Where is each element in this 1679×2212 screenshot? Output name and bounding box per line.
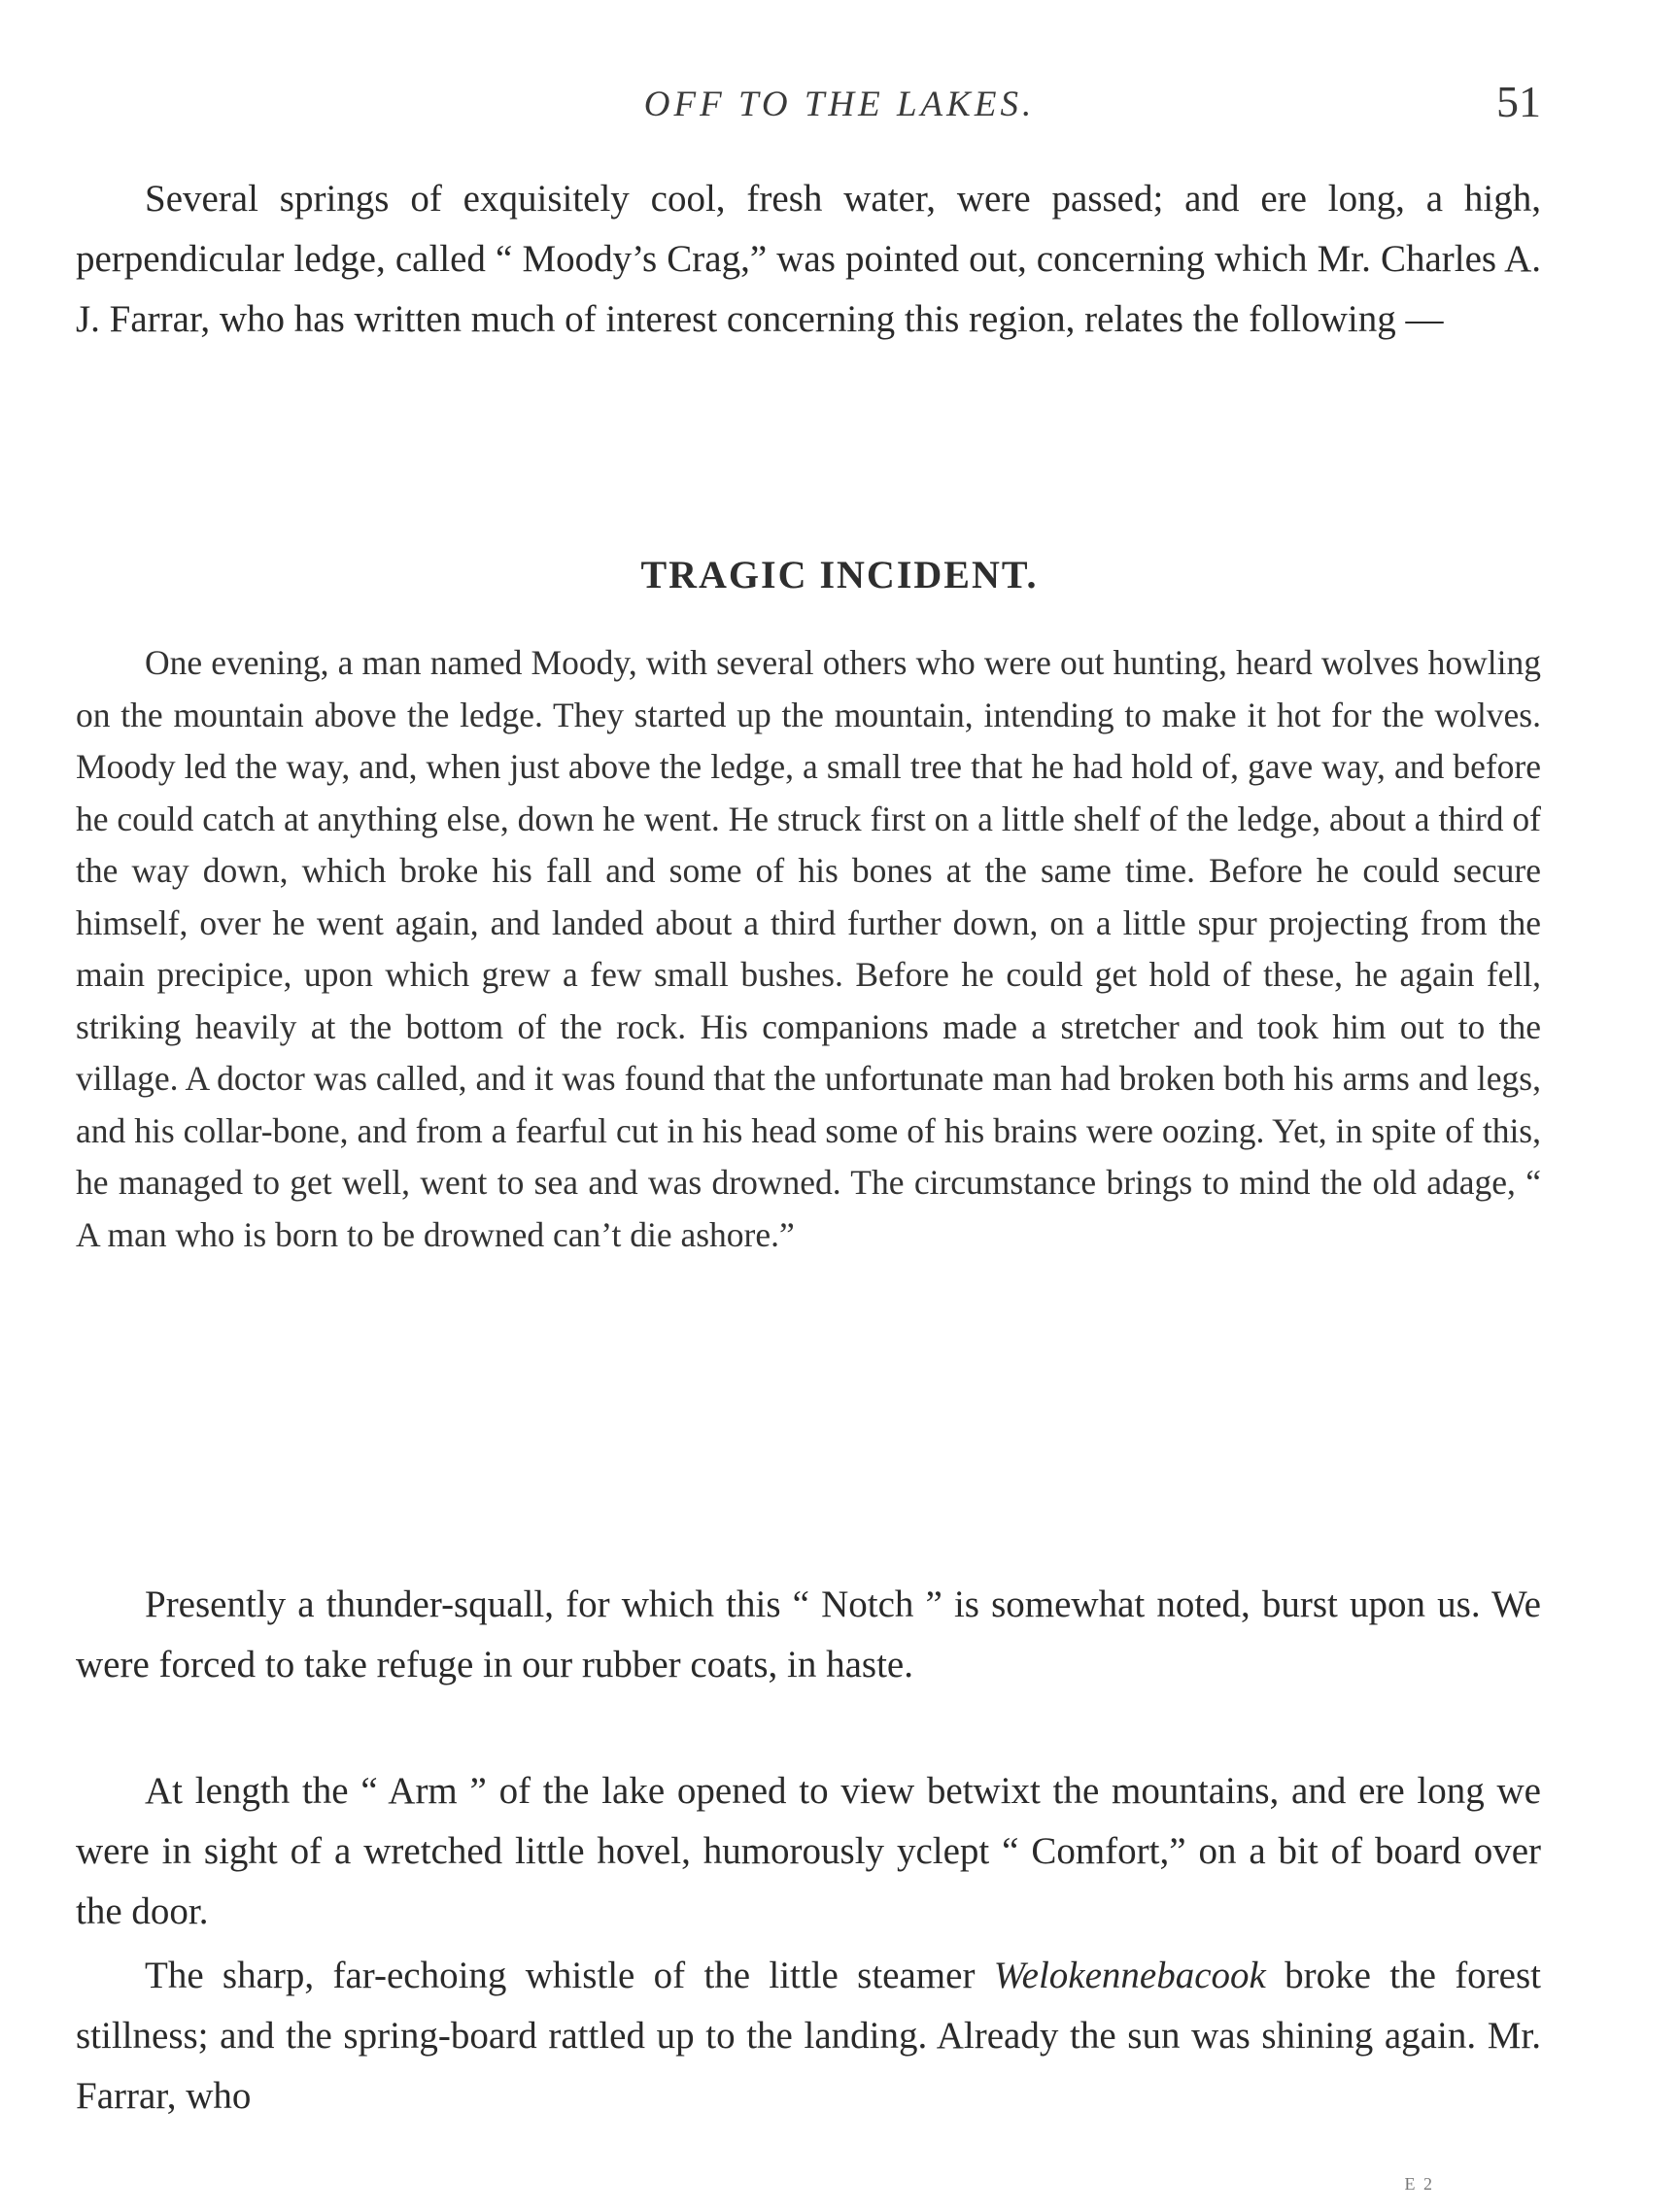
steamer-name: Welokennebacook [993, 1955, 1266, 1996]
intro-paragraph: Several springs of exquisitely cool, fresh water, were passed; and ere long, a high, perpendicular ledge, called “ Moody’s Crag,” was pointed out, concerning which Mr. Charles A. J. Farrar, who has written much of interest concerning this region, relates the following — [76, 178, 1541, 340]
running-title: OFF TO THE LAKES. [643, 85, 1036, 124]
running-header [0, 76, 1679, 134]
section-heading: TRAGIC INCIDENT. [640, 553, 1039, 596]
steamer-paragraph [76, 1946, 1541, 2127]
signature-mark: E 2 [1404, 2174, 1434, 2194]
arm-of-lake-paragraph: At length the “ Arm ” of the lake opened to view betwixt the mountains, and ere long we were in sight of a wretched little hovel, humorously yclept “ Comfort,” on a bit of board over the door. [76, 1770, 1541, 1932]
quoted-incident-paragraph: One evening, a man named Moody, with several others who were out hunting, heard wolves howling on the mountain above the ledge. They started up the mountain, intending to make it hot for the wolves. Moody led the way, and, when just above the ledge, a small tree that he had hold of, gave way, and before he could catch at anything else, down he went. He struck first on a little shelf of the ledge, about a third of the way down, which broke his fall and some of his bones at the same time. Before he could secure himself, over he went again, and landed about a third further down, on a little spur projecting from the main precipice, upon which grew a few small bushes. Before he could get hold of these, he again fell, striking heavily at the bottom of the rock. His companions made a stretcher and took him out to the village. A doctor was called, and it was found that the unfortunate man had broken both his arms and legs, and his collar-bone, and from a fearful cut in his head some of his brains were oozing. Yet, in spite of this, he managed to get well, went to sea and was drowned. The circumstance brings to mind the old adage, “ A man who is born to be drowned can’t die ashore.” [76, 643, 1541, 1254]
thunder-squall-paragraph: Presently a thunder-squall, for which this “ Notch ” is somewhat noted, burst upon us. We were forced to take refuge in our rubber coats, in haste. [76, 1583, 1541, 1685]
steamer-text-start: The sharp, far-echoing whistle of the little steamer [145, 1955, 994, 1996]
steamer-text-end: broke the forest stillness; and the spring-board rattled up to the landing. Already the sun was shining again. Mr. Farrar, who [76, 1955, 1541, 2117]
page-number: 51 [1496, 77, 1541, 126]
